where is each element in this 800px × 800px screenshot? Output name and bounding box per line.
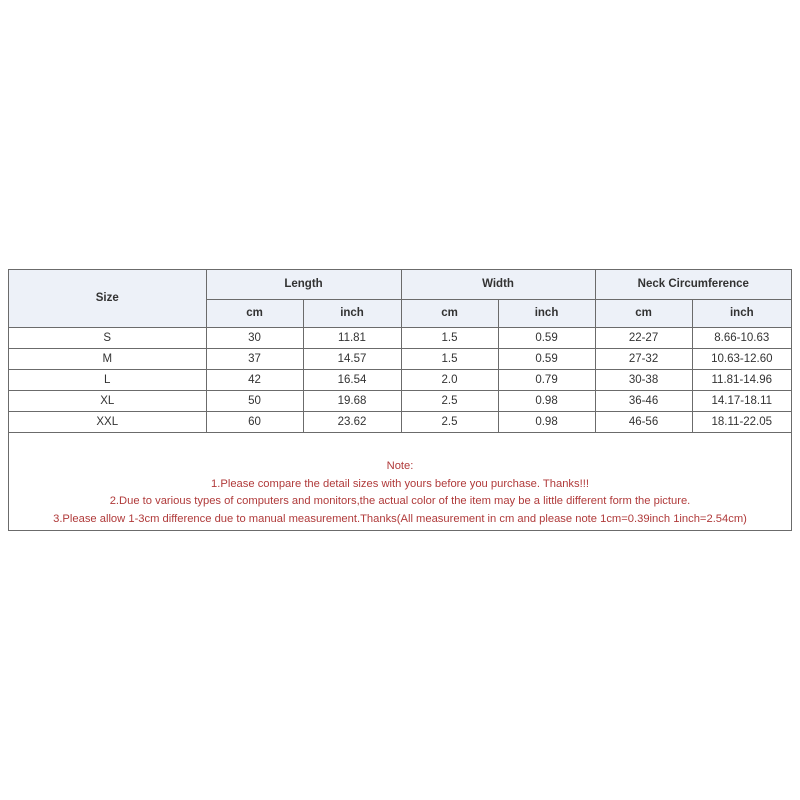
neck-inch-cell: 11.81-14.96 [692,369,791,390]
width-inch-cell: 0.98 [498,411,595,432]
size-chart [8,269,792,531]
note-title: Note: [386,460,414,472]
note-section [9,440,791,530]
width-cm-cell: 1.5 [401,327,498,348]
width-cm-cell: 2.5 [401,390,498,411]
neck-inch-cell: 10.63-12.60 [692,348,791,369]
length-cm-cell: 30 [206,327,303,348]
table-row [9,327,791,348]
size-cell: S [9,327,206,348]
length-inch-cell: 16.54 [303,369,401,390]
neck-cm-cell: 27-32 [595,348,692,369]
size-cell: XXL [9,411,206,432]
table-row [9,411,791,432]
unit-header-neck-inch: inch [692,299,791,327]
length-cm-cell: 37 [206,348,303,369]
unit-header-width-inch: inch [498,299,595,327]
neck-circumference-group-header: Neck Circumference [595,270,791,299]
width-inch-cell: 0.98 [498,390,595,411]
length-cm-cell: 42 [206,369,303,390]
table-row [9,348,791,369]
unit-header-neck-cm: cm [595,299,692,327]
neck-inch-cell: 8.66-10.63 [692,327,791,348]
note-line-3: 3.Please allow 1-3cm difference due to manual measurement.Thanks(All measurement in cm and please note 1cm=0.39inch 1inch=2.54cm) [53,512,747,525]
neck-cm-cell: 30-38 [595,369,692,390]
width-inch-cell: 0.59 [498,327,595,348]
header-row-groups [9,270,791,299]
neck-inch-cell: 18.11-22.05 [692,411,791,432]
width-cm-cell: 1.5 [401,348,498,369]
length-inch-cell: 14.57 [303,348,401,369]
size-column-header: Size [9,270,206,327]
size-cell: XL [9,390,206,411]
width-inch-cell: 0.79 [498,369,595,390]
width-group-header: Width [401,270,595,299]
size-table [9,270,791,433]
length-cm-cell: 60 [206,411,303,432]
width-cm-cell: 2.5 [401,411,498,432]
note-line-2: 2.Due to various types of computers and monitors,the actual color of the item may be a little different form the picture. [109,495,691,507]
neck-cm-cell: 22-27 [595,327,692,348]
unit-header-width-cm: cm [401,299,498,327]
table-row [9,390,791,411]
size-cell: M [9,348,206,369]
width-inch-cell: 0.59 [498,348,595,369]
length-inch-cell: 11.81 [303,327,401,348]
size-cell: L [9,369,206,390]
table-row [9,369,791,390]
unit-header-length-cm: cm [206,299,303,327]
length-inch-cell: 23.62 [303,411,401,432]
neck-cm-cell: 36-46 [595,390,692,411]
neck-cm-cell: 46-56 [595,411,692,432]
length-cm-cell: 50 [206,390,303,411]
length-group-header: Length [206,270,401,299]
length-inch-cell: 19.68 [303,390,401,411]
note-line-1: 1.Please compare the detail sizes with yours before you purchase. Thanks!!! [211,477,589,490]
unit-header-length-inch: inch [303,299,401,327]
neck-inch-cell: 14.17-18.11 [692,390,791,411]
width-cm-cell: 2.0 [401,369,498,390]
